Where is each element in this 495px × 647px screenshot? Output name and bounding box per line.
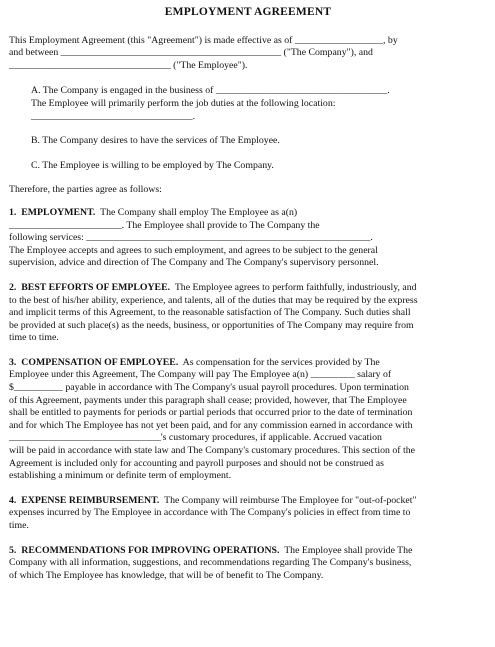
section-number: 1. — [9, 206, 17, 218]
section-line: to the best of his/her ability, experience, and talents, all of the duties that may be required by the express — [9, 294, 418, 306]
section-line: The Employee shall provide The — [284, 544, 413, 556]
section-line: and implicit terms of this Agreement, to the reasonable satisfaction of The Company. Such duties shall — [9, 307, 411, 319]
section-heading: EMPLOYMENT. — [21, 206, 96, 218]
section-employment — [9, 207, 487, 270]
recital-b: B. The Company desires to have the services of The Employee. — [31, 135, 280, 147]
section-line: establishing a minimum or definite term of employment. — [9, 470, 232, 482]
section-line: of which The Employee has knowledge, that will be of benefit to The Company. — [9, 569, 324, 581]
intro-line: _________________________________ ("The Employee"). — [9, 59, 248, 71]
section-line: Employee under this Agreement, The Company will pay The Employee a(n) _________ salary of — [9, 369, 392, 381]
section-line: time. — [9, 520, 29, 531]
section-line: of this Agreement, payments under this paragraph shall cease; provided, however, that The Employee — [9, 394, 407, 406]
section-line: following services: __________________________________________________________. — [9, 232, 373, 244]
section-line: Company with all information, suggestions, and recommendations regarding The Company's business, — [9, 557, 412, 569]
section-heading: COMPENSATION OF EMPLOYEE. — [21, 356, 179, 368]
section-line: As compensation for the services provided by The — [182, 356, 380, 368]
section-heading: EXPENSE REIMBURSEMENT. — [21, 494, 160, 506]
section-line: _______________________. The Employee shall provide to The Company the — [9, 219, 320, 231]
section-expense-reimbursement — [9, 495, 487, 533]
therefore-clause: Therefore, the parties agree as follows: — [9, 184, 162, 196]
intro-line: and between _____________________________________________ ("The Company"), and — [9, 47, 373, 59]
section-number: 5. — [9, 544, 17, 556]
section-line: expenses incurred by The Employee in accordance with The Company's policies in effect from time to — [9, 507, 411, 519]
section-number: 2. — [9, 281, 17, 293]
recital-line: The Employee will primarily perform the job duties at the following location: — [31, 97, 336, 109]
section-heading: RECOMMENDATIONS FOR IMPROVING OPERATIONS. — [21, 544, 280, 556]
recital-a — [31, 85, 487, 123]
section-line: $__________ payable in accordance with The Company's usual payroll procedures. Upon termination — [9, 382, 409, 394]
section-heading: BEST EFFORTS OF EMPLOYEE. — [21, 281, 171, 293]
section-line: be provided at such place(s) as the needs, business, or opportunities of The Company may require from — [9, 319, 414, 331]
intro-paragraph — [9, 35, 487, 73]
document-title: EMPLOYMENT AGREEMENT — [164, 6, 332, 18]
recital-line: A. The Company is engaged in the business of ___________________________________. — [31, 85, 390, 97]
section-line: _______________________________'s customary procedures, if applicable. Accrued vacation — [9, 432, 382, 444]
recital-c: C. The Employee is willing to be employed by The Company. — [31, 159, 274, 171]
section-line: supervision, advice and direction of The Company and The Company's supervisory personnel. — [9, 257, 379, 269]
section-line: time to time. — [9, 332, 59, 344]
section-compensation — [9, 357, 487, 483]
section-line: The Employee accepts and agrees to such employment, and agrees to be subject to the general — [9, 244, 378, 256]
recital-line: _________________________________. — [31, 110, 196, 122]
section-line: The Company shall employ The Employee as a(n) — [100, 206, 298, 218]
section-number: 4. — [9, 494, 17, 506]
section-line: Agreement is included only for accounting and payroll purposes and should not be construed as — [9, 457, 384, 469]
section-line: The Employee agrees to perform faithfully, industriously, and — [174, 281, 417, 293]
section-line: The Company will reimburse The Employee for "out-of-pocket" — [164, 494, 417, 506]
section-number: 3. — [9, 356, 17, 368]
section-recommendations — [9, 545, 487, 583]
section-line: will be paid in accordance with state law and The Company's customary procedures. This section of the — [9, 445, 415, 457]
section-best-efforts — [9, 282, 487, 345]
section-line: and for which The Employee has not yet been paid, and for any commission earned in accordance with — [9, 419, 413, 431]
intro-line: This Employment Agreement (this "Agreement") is made effective as of __________________, by — [9, 34, 398, 46]
section-line: shall be entitled to payments for periods or partial periods that occurred prior to the date of termination — [9, 407, 413, 419]
